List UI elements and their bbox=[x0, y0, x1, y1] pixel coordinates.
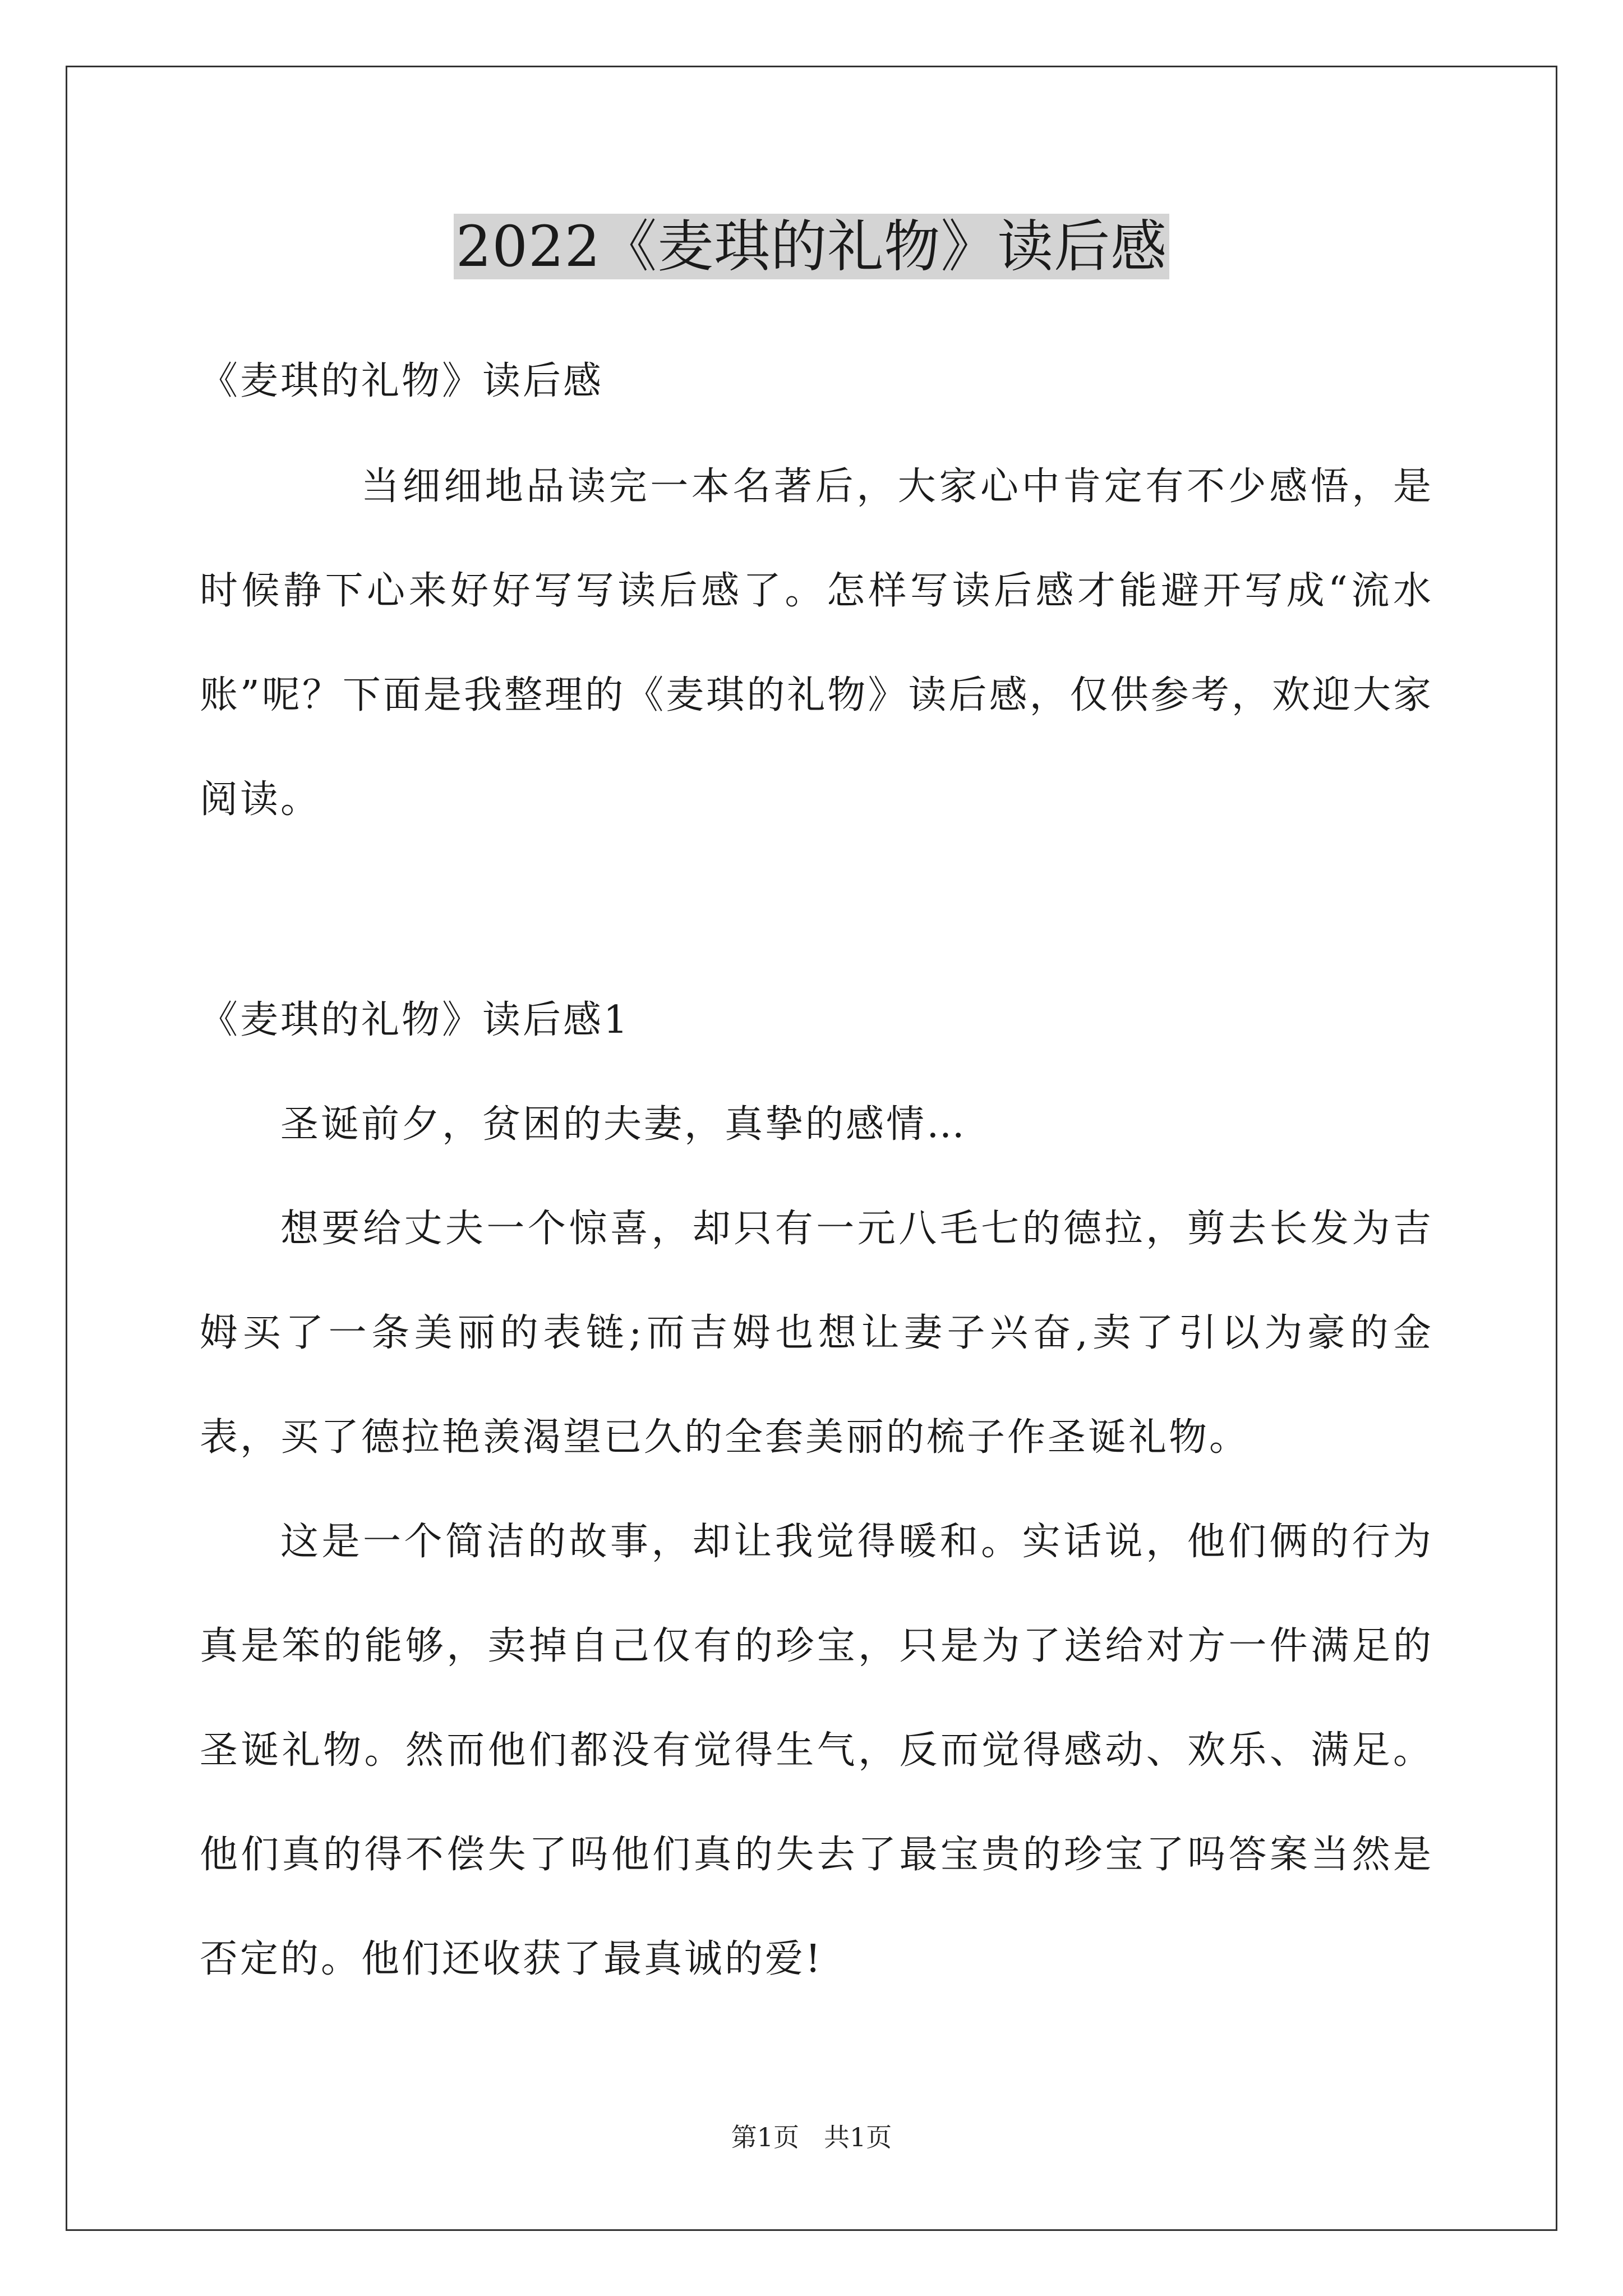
section-heading: 《麦琪的礼物》读后感1 bbox=[200, 998, 630, 1042]
paragraph-3: 这是一个简洁的故事，却让我觉得暖和。实话说，他们俩的行为真是笨的能够，卖掉自己仅有的珍宝，只是为了送给对方一件满足的圣诞礼物。然而他们都没有觉得生气，反而觉得感动、欢乐、满足。他们真的得不偿失了吗他们真的失去了最宝贵的珍宝了吗答案当然是否定的。他们还收获了最真诚的爱! bbox=[200, 1520, 1433, 1981]
intro-heading: 《麦琪的礼物》读后感 bbox=[200, 359, 604, 403]
document-title bbox=[0, 208, 1623, 286]
paragraph-2: 想要给丈夫一个惊喜，却只有一元八毛七的德拉，剪去长发为吉姆买了一条美丽的表链;而吉姆也想让妻子兴奋,卖了引以为豪的金表，买了德拉艳羡渴望已久的全套美丽的梳子作圣诞礼物。 bbox=[200, 1207, 1433, 1460]
page-number-total: 共1页 bbox=[824, 2122, 892, 2152]
paragraph-1: 圣诞前夕，贫困的夫妻，真挚的感情… bbox=[280, 1102, 967, 1147]
intro-paragraph: 当细细地品读完一本名著后，大家心中肯定有不少感悟，是时候静下心来好好写写读后感了。怎样写读后感才能避开写成“流水账”呢？下面是我整理的《麦琪的礼物》读后感，仅供参考，欢迎大家阅读。 bbox=[200, 464, 1433, 822]
document-title-text: 2022《麦琪的礼物》读后感 bbox=[454, 214, 1170, 279]
page-footer bbox=[0, 2120, 1623, 2154]
section-1 bbox=[200, 968, 1433, 2012]
page-number-current: 第1页 bbox=[731, 2122, 799, 2152]
